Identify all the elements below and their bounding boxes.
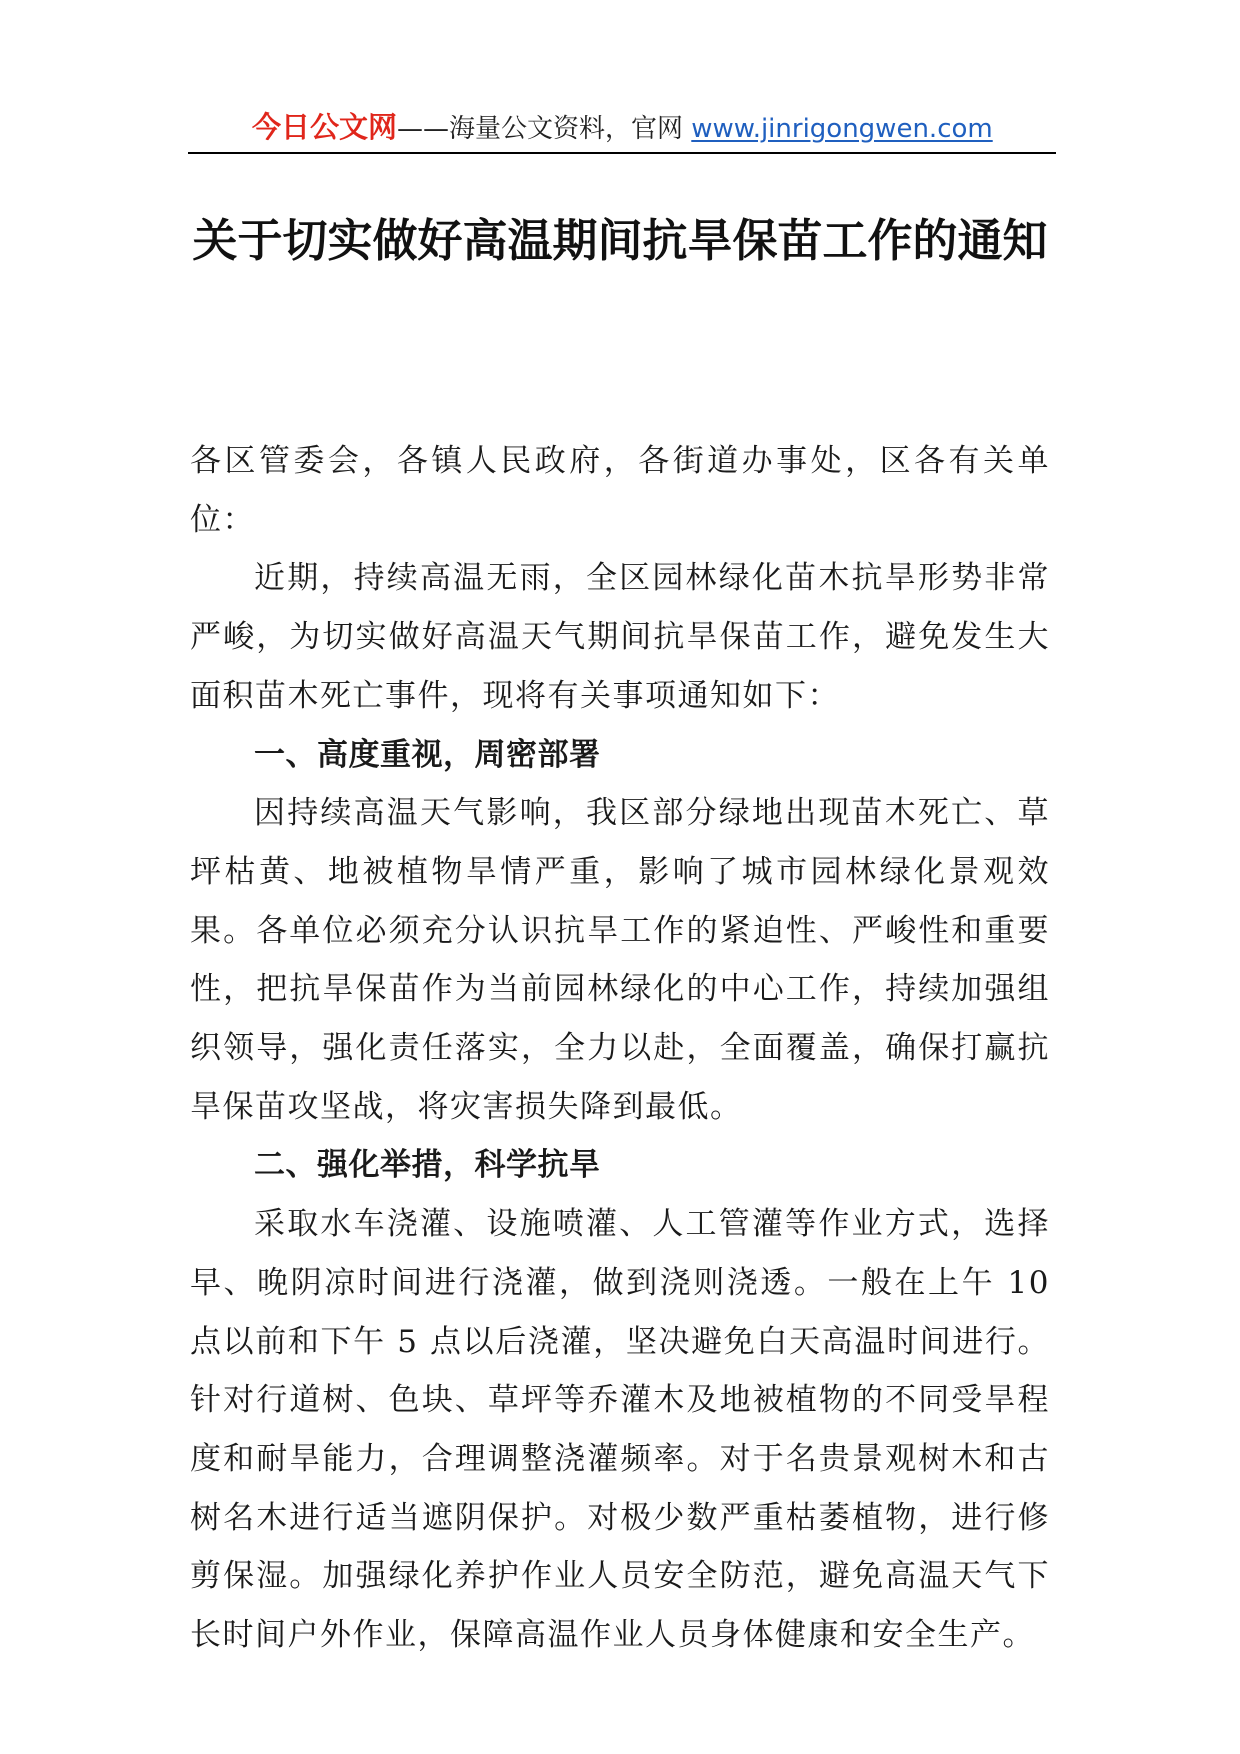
intro-paragraph: 近期，持续高温无雨，全区园林绿化苗木抗旱形势非常严峻，为切实做好高温天气期间抗旱保苗工作，避免发生大面积苗木死亡事件，现将有关事项通知如下： <box>190 560 1050 714</box>
brand-name: 今日公文网 <box>252 110 398 144</box>
document-title: 关于切实做好高温期间抗旱保苗工作的通知 <box>192 214 1048 267</box>
website-link[interactable]: www.jinrigongwen.com <box>691 114 993 144</box>
page-header <box>188 106 1056 154</box>
salutation: 各区管委会，各镇人民政府，各街道办事处，区各有关单位： <box>190 443 1050 538</box>
header-line <box>252 110 993 146</box>
header-tagline: ——海量公文资料，官网 <box>397 114 692 144</box>
section-1-paragraph: 因持续高温天气影响，我区部分绿地出现苗木死亡、草坪枯黄、地被植物旱情严重，影响了城市园林绿化景观效果。各单位必须充分认识抗旱工作的紧迫性、严峻性和重要性，把抗旱保苗作为当前园林绿化的中心工作，持续加强组织领导，强化责任落实，全力以赴，全面覆盖，确保打赢抗旱保苗攻坚战，将灾害损失降到最低。 <box>190 795 1050 1125</box>
section-2-heading: 二、强化举措，科学抗旱 <box>254 1147 601 1184</box>
section-2-paragraph: 采取水车浇灌、设施喷灌、人工管灌等作业方式，选择早、晚阴凉时间进行浇灌，做到浇则浇透。一般在上午 10 点以前和下午 5 点以后浇灌，坚决避免白天高温时间进行。针对行道树、色块、草坪等乔灌木及地被植物的不同受旱程度和耐旱能力，合理调整浇灌频率。对于名贵景观树木和古树名木进行适当遮阴保护。对极少数严重枯萎植物，进行修剪保湿。加强绿化养护作业人员安全防范，避免高温天气下长时间户外作业，保障高温作业人员身体健康和安全生产。 <box>190 1206 1050 1654</box>
document-body <box>190 432 1050 1665</box>
section-1-heading: 一、高度重视，周密部署 <box>254 736 601 773</box>
